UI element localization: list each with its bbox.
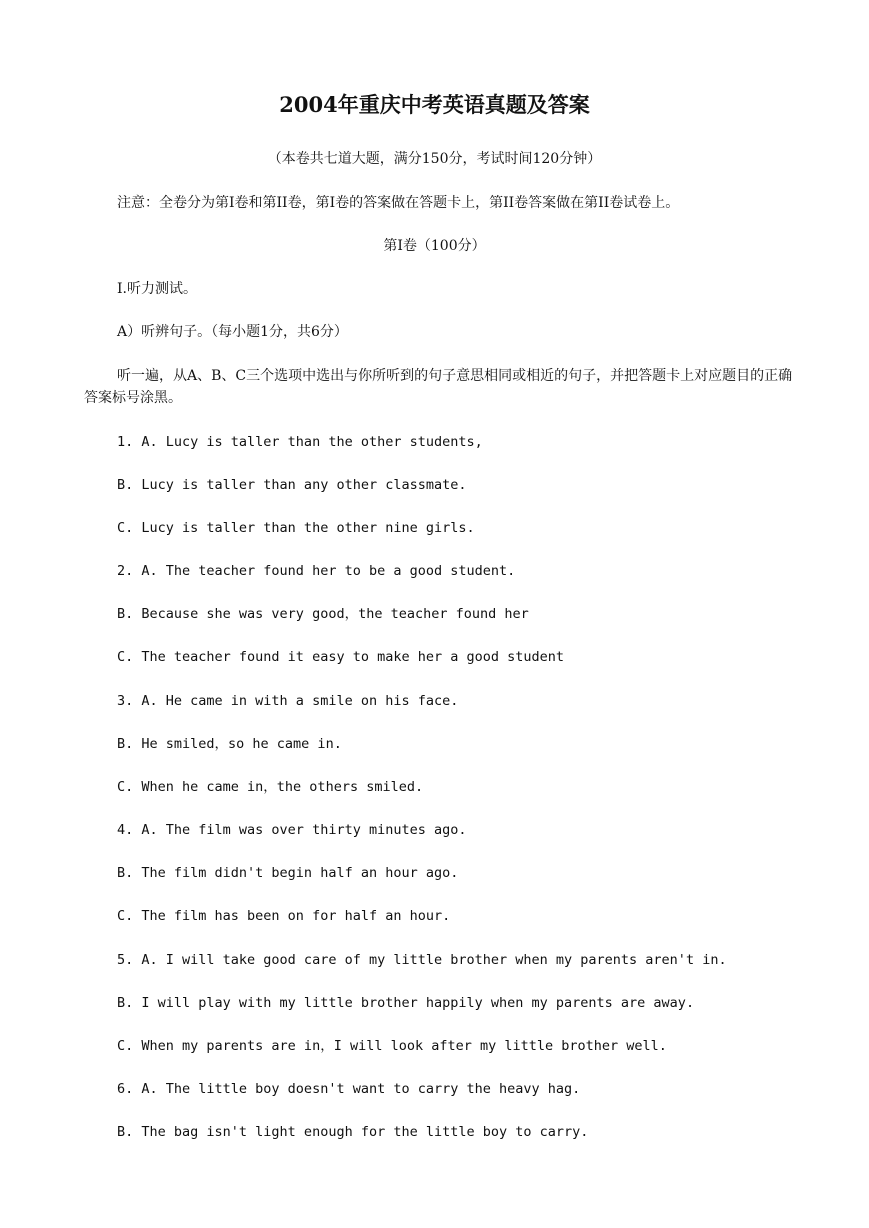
question-line: B. Because she was very good，the teacher found her [117, 606, 529, 622]
section-heading: Ⅰ.听力测试。 [117, 281, 197, 297]
question-line: C. Lucy is taller than the other nine girls. [117, 520, 475, 536]
question-line: C. The film has been on for half an hour. [117, 908, 451, 924]
document-title: 2004年重庆中考英语真题及答案 [279, 92, 590, 117]
question-line: 1. A. Lucy is taller than the other students, [117, 434, 483, 450]
part-heading: 第Ⅰ卷（100分） [383, 238, 486, 254]
question-line: B. I will play with my little brother happily when my parents are away. [117, 995, 695, 1011]
question-line: 2. A. The teacher found her to be a good student. [117, 563, 516, 579]
question-line: B. Lucy is taller than any other classmate. [117, 477, 467, 493]
question-line: C. The teacher found it easy to make her a good student [117, 649, 565, 665]
question-line: B. The film didn't begin half an hour ago. [117, 865, 459, 881]
question-line: 4. A. The film was over thirty minutes ago. [117, 822, 467, 838]
question-line: 3. A. He came in with a smile on his face. [117, 693, 459, 709]
exam-info: （本卷共七道大题，满分150分，考试时间120分钟） [267, 151, 602, 167]
question-line: 6. A. The little boy doesn't want to carry the heavy hag. [117, 1081, 581, 1097]
question-line: B. The bag isn't light enough for the little boy to carry. [117, 1124, 589, 1140]
notice-text: 注意：全卷分为第Ⅰ卷和第II卷，第Ⅰ卷的答案做在答题卡上，第II卷答案做在第II卷试卷上。 [117, 195, 680, 211]
question-line: B. He smiled，so he came in. [117, 736, 342, 752]
instruction-text: 听一遍，从A、B、C三个选项中选出与你所听到的句子意思相同或相近的句子，并把答题卡上对应题目的正确答案标号涂黑。 [84, 368, 793, 406]
question-line: 5. A. I will take good care of my little brother when my parents aren't in. [117, 952, 727, 968]
question-line: C. When my parents are in，I will look after my little brother well. [117, 1038, 667, 1054]
subsection-heading: A）听辨句子。（每小题1分，共6分） [117, 324, 348, 340]
question-line: C. When he came in，the others smiled. [117, 779, 424, 795]
